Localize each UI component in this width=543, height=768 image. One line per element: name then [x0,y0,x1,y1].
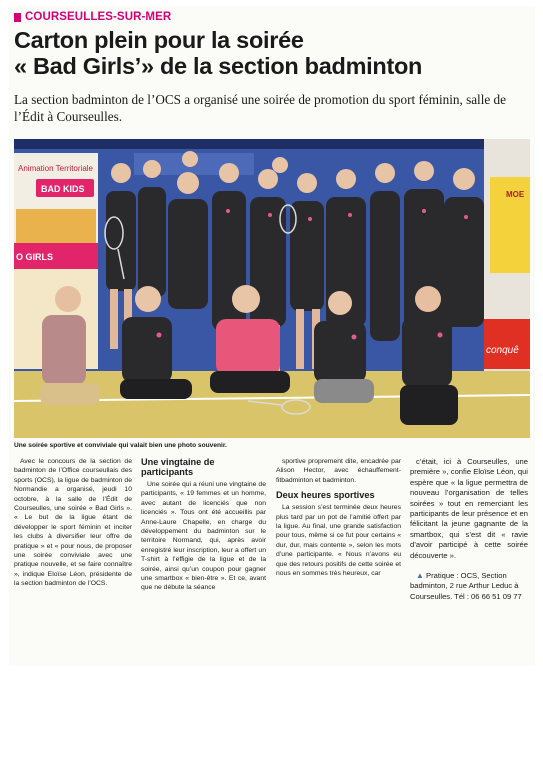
column-3-text-a: sportive proprement dite, encadrée par Alison Hector, avec échauffement-fitbadminton et badminton. [276,458,401,484]
group-photo [14,139,530,438]
group-photo-illustration [14,139,530,438]
right-banner-text: MOE [506,190,525,199]
headline-line-2: « Bad Girls’» de la section badminton [14,53,423,79]
column-2 [141,457,266,593]
practical-info-text: Pratique : OCS, Section badminton, 2 rue Arthur Leduc à Courseulles. Tél : 06 66 51 09 77 [410,571,522,601]
banner-top-text: Animation Territoriale [18,164,93,173]
column-1-text: Avec le concours de la section de badminton de l’Office courseullais des sports (OCS), la ligue de badminton de Normandie a organisé, jeudi 10 octobre, à la salle de l’Édit de Courseulles, une soirée « Bad Girls ». « Le but de la ligue étant de développer le sport féminin et inciter les clubs à diversifier leur offre de pratique » et « pour nous, de proposer une soirée conviviale avec une pratique nouvelle, et se faire connaître », indique Eloïse Léon, présidente de la section badminton de l’OCS. [14,458,132,588]
subhead-participants: Une vingtaine de participants [141,457,215,477]
standfirst: La section badminton de l’OCS a organisé une soirée de promotion du sport féminin, salle de l’Édit à Courseulles. [14,92,506,124]
column-4-text: c’était, ici à Courseulles, une première », confie Eloïse Léon, qui espère que « la ligue permettra de nouveau l’organisation de telles soirées » tout en remerciant les participants de leur présence et en félicitant la jeune gagnante de la smartbox, qui s’est dit « ravie d’avoir participé à cette soirée découverte ». [410,457,528,560]
right-sign-text: conquê [486,345,519,356]
headline [14,27,530,79]
section-marker-icon [14,13,21,22]
column-3 [276,457,401,578]
bad-kids-text: BAD KIDS [41,184,85,194]
headline-line-1: Carton plein pour la soirée [14,27,304,53]
column-4 [410,457,528,602]
column-2-text: Une soirée qui a réuni une vingtaine de participants, « 19 femmes et un homme, avec autant de licenciés que non licenciés ». Tous ont été accueillis par Anne-Laure Chapelle, en charge du développement du badminton sur le territoire Normand, qui, après avoir enregistré leur inscription, leur a offert un T-shirt à l’effigie de la ligue et de la soirée, ainsi qu’un coupon pour gagner une smartbox « bien-être ». Et ce, avant que ne débute la séance [141,481,266,592]
column-1 [14,457,132,589]
section-label: COURSEULLES-SUR-MER [25,11,172,23]
subhead-deux-heures: Deux heures sportives [276,490,375,501]
photo-caption: Une soirée sportive et conviviale qui valait bien une photo souvenir. [14,442,227,449]
triangle-bullet-icon: ▲ [416,571,424,581]
column-3-text-b: La session s’est terminée deux heures plus tard par un pot de l’amitié offert par la ligue. Au final, une grande satisfaction pour tous, même si ce fut pour certains « dur, dur, mais contente », selon les mots d’une participante. « Nous n’avons eu que des retours positifs de cette soirée et nous en sommes très heureux, car [276,504,401,578]
girls-text: O GIRLS [16,252,54,262]
practical-info [410,571,528,602]
section-header [14,10,171,24]
